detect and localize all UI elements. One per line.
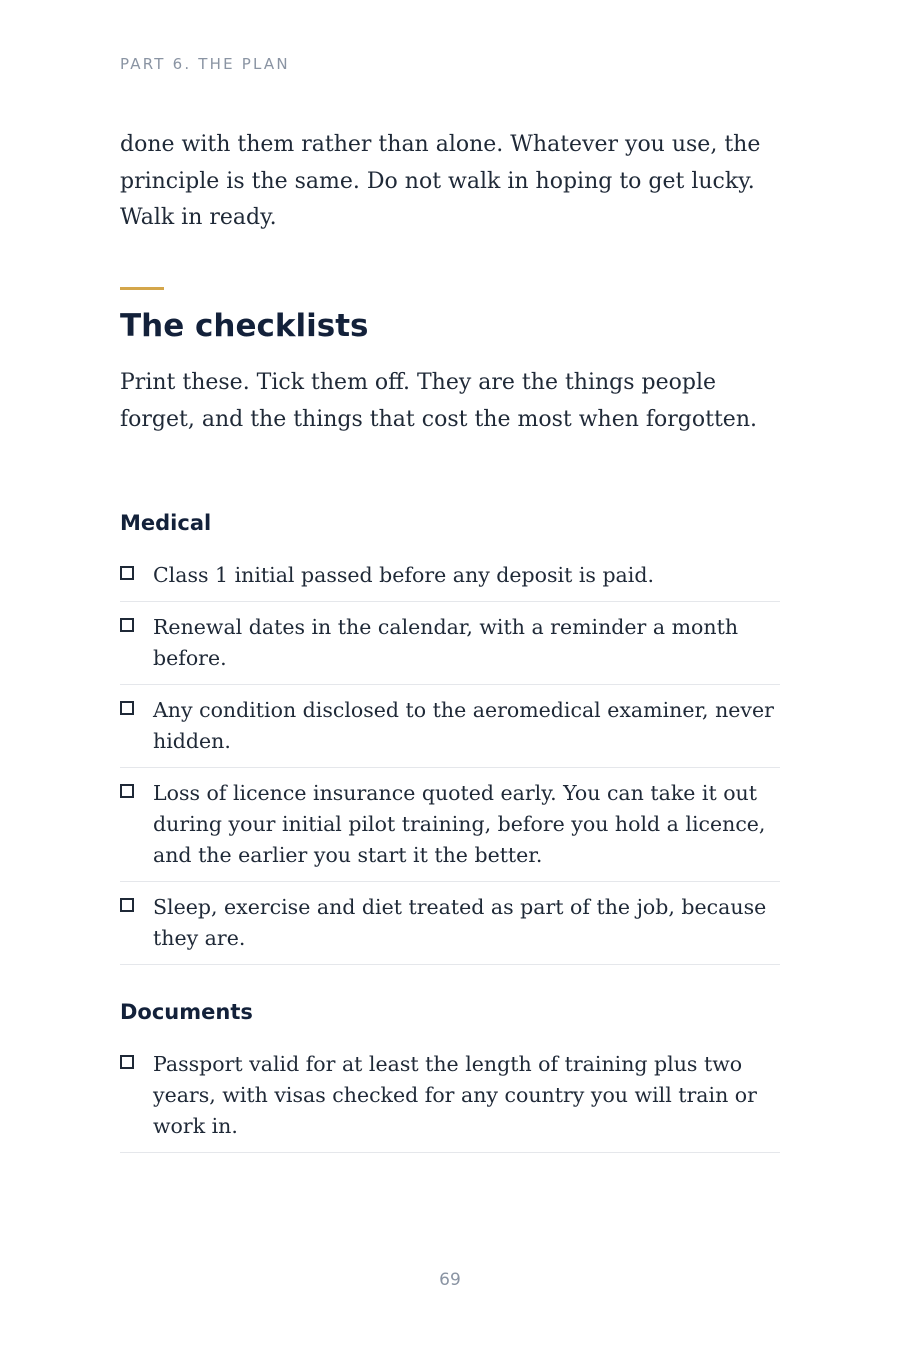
checkbox-icon[interactable] bbox=[120, 1055, 134, 1069]
checklist-heading-medical: Medical bbox=[120, 511, 212, 535]
checklist-item-text: Class 1 initial passed before any deposit is paid. bbox=[153, 563, 654, 587]
checklist-item-text: Renewal dates in the calendar, with a reminder a month before. bbox=[153, 615, 739, 670]
running-head: PART 6. THE PLAN bbox=[120, 55, 290, 73]
section-lead-paragraph: Print these. Tick them off. They are the things people forget, and the things that cost the most when forgotten. bbox=[120, 370, 757, 432]
checklist-item-text: Sleep, exercise and diet treated as part of the job, because they are. bbox=[153, 895, 767, 950]
section-accent-rule bbox=[120, 287, 164, 290]
checklist-item-text: Passport valid for at least the length of training plus two years, with visas checked for any country you will train or work in. bbox=[153, 1052, 757, 1138]
checklist-medical bbox=[120, 550, 780, 965]
checklist-item-text: Any condition disclosed to the aeromedical examiner, never hidden. bbox=[153, 698, 774, 753]
checkbox-icon[interactable] bbox=[120, 618, 134, 632]
checklist-item[interactable] bbox=[120, 602, 780, 685]
page-number: 69 bbox=[439, 1270, 461, 1290]
checkbox-icon[interactable] bbox=[120, 784, 134, 798]
checklist-item[interactable] bbox=[120, 550, 780, 602]
checklist-item[interactable] bbox=[120, 685, 780, 768]
checklist-item[interactable] bbox=[120, 882, 780, 965]
checklist-heading-documents: Documents bbox=[120, 1000, 253, 1024]
intro-paragraph: done with them rather than alone. Whatever you use, the principle is the same. Do not walk in hoping to get lucky. Walk in ready. bbox=[120, 132, 761, 230]
checklist-documents bbox=[120, 1039, 780, 1153]
checklist-item-text: Loss of licence insurance quoted early. You can take it out during your initial pilot training, before you hold a licence, and the earlier you start it the better. bbox=[153, 781, 766, 867]
checkbox-icon[interactable] bbox=[120, 701, 134, 715]
checkbox-icon[interactable] bbox=[120, 898, 134, 912]
checklist-item[interactable] bbox=[120, 768, 780, 882]
checkbox-icon[interactable] bbox=[120, 566, 134, 580]
section-title: The checklists bbox=[120, 308, 369, 344]
checklist-item[interactable] bbox=[120, 1039, 780, 1153]
